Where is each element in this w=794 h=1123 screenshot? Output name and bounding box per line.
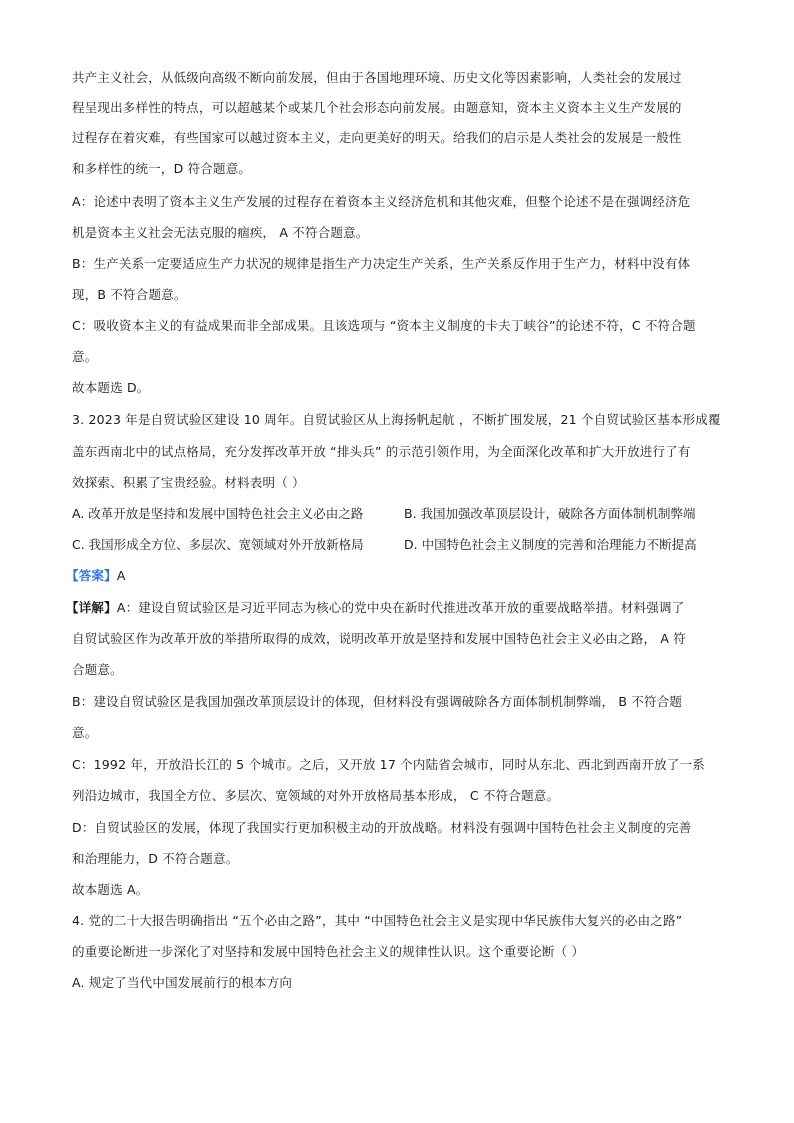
detail-tag: 【详解】 <box>66 600 117 615</box>
text-line: 意。 <box>72 725 98 740</box>
text-line: 和治理能力，D 不符合题意。 <box>72 851 239 866</box>
question-3-option-b: B. 我国加强改革顶层设计，破除各方面体制机制弊端 <box>404 506 696 521</box>
text-line: B：建设自贸试验区是我国加强改革顶层设计的体现，但材料没有强调破除各方面体制机制弊端， B 不符合题 <box>72 694 683 709</box>
text-line: 故本题选 D。 <box>72 380 150 395</box>
question-3-stem: 3. 2023 年是自贸试验区建设 10 周年。自贸试验区从上海扬帆起航 ，不断扩围发展，21 个自贸试验区基本形成覆 <box>72 412 721 427</box>
text-line: B：生产关系一定要适应生产力状况的规律是指生产力决定生产关系，生产关系反作用于生产力，材料中没有体 <box>72 256 691 271</box>
text-line: 列沿边城市，我国全方位、多层次、宽领域的对外开放格局基本形成， C 不符合题意。 <box>72 788 560 803</box>
text-line: 和多样性的统一，D 符合题意。 <box>72 161 252 176</box>
text-line: 机是资本主义社会无法克服的痼疾， A 不符合题意。 <box>72 225 369 240</box>
question-3-option-c: C. 我国形成全方位、多层次、宽领域对外开放新格局 <box>72 537 364 552</box>
question-3-option-d: D. 中国特色社会主义制度的完善和治理能力不断提高 <box>404 537 697 552</box>
question-4-stem: 4. 党的二十大报告明确指出 “五个必由之路”，其中 “中国特色社会主义是实现中华民族伟大复兴的必由之路” <box>72 913 683 928</box>
text-line: 共产主义社会，从低级向高级不断向前发展，但由于各国地理环境、历史文化等因素影响，人类社会的发展过 <box>72 70 682 85</box>
question-4-option-a: A. 规定了当代中国发展前行的根本方向 <box>72 975 293 990</box>
question-4-stem: 的重要论断进一步深化了对坚持和发展中国特色社会主义的规律性认识。这个重要论断（ ） <box>72 944 585 959</box>
question-3-stem: 效探索、积累了宝贵经验。材料表明（ ） <box>72 475 305 490</box>
detail-text: A：建设自贸试验区是习近平同志为核心的党中央在新时代推进改革开放的重要战略举措。材料强调了 <box>116 600 685 615</box>
text-line: 程呈现出多样性的特点，可以超越某个或某几个社会形态向前发展。由题意知，资本主义资本主义生产发展的 <box>72 100 682 115</box>
answer-line <box>66 568 726 584</box>
text-line: C：1992 年，开放沿长江的 5 个城市。之后，又开放 17 个内陆省会城市，同时从东北、西北到西南开放了一系 <box>72 757 705 772</box>
text-line: 过程存在着灾难，有些国家可以越过资本主义，走向更美好的明天。给我们的启示是人类社会的发展是一般性 <box>72 130 682 145</box>
text-line: 意。 <box>72 349 98 364</box>
text-line: D：自贸试验区的发展，体现了我国实行更加积极主动的开放战略。材料没有强调中国特色社会主义制度的完善 <box>72 820 692 835</box>
text-line: A：论述中表明了资本主义生产发展的过程存在着资本主义经济危机和其他灾难，但整个论述不是在强调经济危 <box>72 194 691 209</box>
text-line: 合题意。 <box>72 662 123 677</box>
detail-line <box>66 600 726 616</box>
question-3-stem: 盖东西南北中的试点格局，充分发挥改革开放 “排头兵” 的示范引领作用，为全面深化改革和扩大开放进行了有 <box>72 444 691 459</box>
text-line: 现，B 不符合题意。 <box>72 287 187 302</box>
text-line: 故本题选 A。 <box>72 882 149 897</box>
answer-tag: 【答案】 <box>66 568 117 583</box>
text-line: C：吸收资本主义的有益成果而非全部成果。且该选项与 “资本主义制度的卡夫丁峡谷”的论述不符，C 不符合题 <box>72 318 696 333</box>
answer-value: A <box>116 568 126 583</box>
text-line: 自贸试验区作为改革开放的举措所取得的成效，说明改革开放是坚持和发展中国特色社会主义必由之路， A 符 <box>72 631 686 646</box>
question-3-option-a: A. 改革开放是坚持和发展中国特色社会主义必由之路 <box>72 506 364 521</box>
